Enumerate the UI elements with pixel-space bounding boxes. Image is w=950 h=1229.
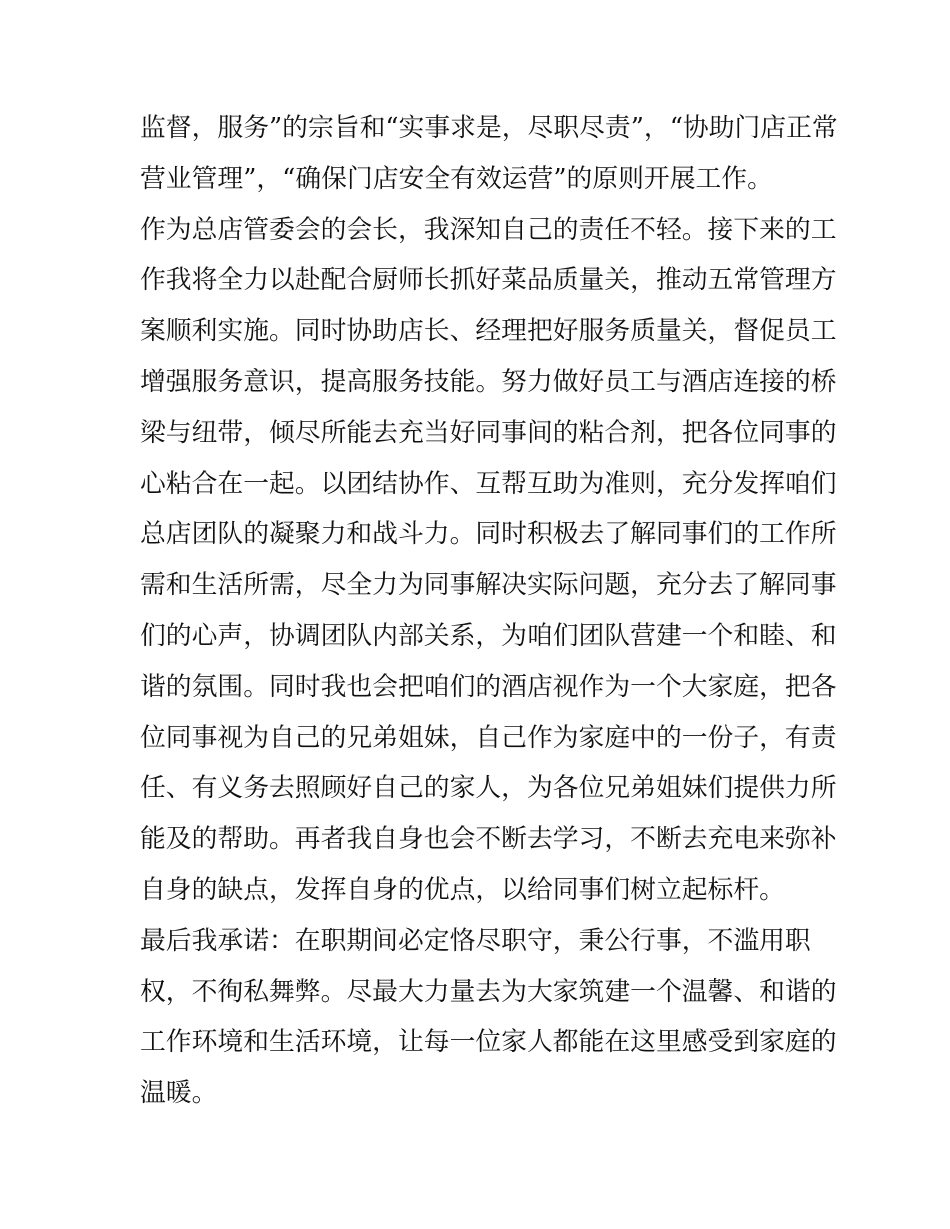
text-line: 梁与纽带，倾尽所能去充当好同事间的粘合剂，把各位同事的 bbox=[140, 417, 837, 448]
text-line: 需和生活所需，尽全力为同事解决实际问题，充分去了解同事 bbox=[140, 570, 837, 601]
text-line: 营业管理”，“确保门店安全有效运营”的原则开展工作。 bbox=[140, 163, 773, 194]
text-line: 监督，服务”的宗旨和“实事求是，尽职尽责”，“协助门店正常 bbox=[140, 113, 838, 143]
text-line: 最后我承诺：在职期间必定恪尽职守，秉公行事，不滥用职 bbox=[140, 925, 811, 956]
text-line: 们的心声，协调团队内部关系，为咱们团队营建一个和睦、和 bbox=[140, 620, 837, 651]
text-line: 心粘合在一起。以团结协作、互帮互助为准则，充分发挥咱们 bbox=[140, 468, 837, 499]
text-line: 作为总店管委会的会长，我深知自己的责任不轻。接下来的工 bbox=[140, 214, 837, 245]
text-line: 位同事视为自己的兄弟姐妹，自己作为家庭中的一份子，有责 bbox=[140, 722, 837, 753]
document-body bbox=[140, 103, 840, 1119]
text-line: 自身的缺点，发挥自身的优点，以给同事们树立起标杆。 bbox=[140, 874, 785, 905]
text-line: 增强服务意识，提高服务技能。努力做好员工与酒店连接的桥 bbox=[140, 366, 837, 397]
text-line: 案顺利实施。同时协助店长、经理把好服务质量关，督促员工 bbox=[140, 316, 837, 347]
text-line: 总店团队的凝聚力和战斗力。同时积极去了解同事们的工作所 bbox=[140, 519, 837, 550]
text-line: 谐的氛围。同时我也会把咱们的酒店视作为一个大家庭，把各 bbox=[140, 671, 837, 702]
text-line: 温暖。 bbox=[140, 1078, 218, 1109]
text-line: 作我将全力以赴配合厨师长抓好菜品质量关，推动五常管理方 bbox=[140, 265, 837, 296]
text-line: 工作环境和生活环境，让每一位家人都能在这里感受到家庭的 bbox=[140, 1027, 837, 1058]
text-line: 能及的帮助。再者我自身也会不断去学习，不断去充电来弥补 bbox=[140, 824, 837, 855]
text-line: 任、有义务去照顾好自己的家人，为各位兄弟姐妹们提供力所 bbox=[140, 773, 837, 804]
text-line: 权，不徇私舞弊。尽最大力量去为大家筑建一个温馨、和谐的 bbox=[140, 976, 837, 1007]
